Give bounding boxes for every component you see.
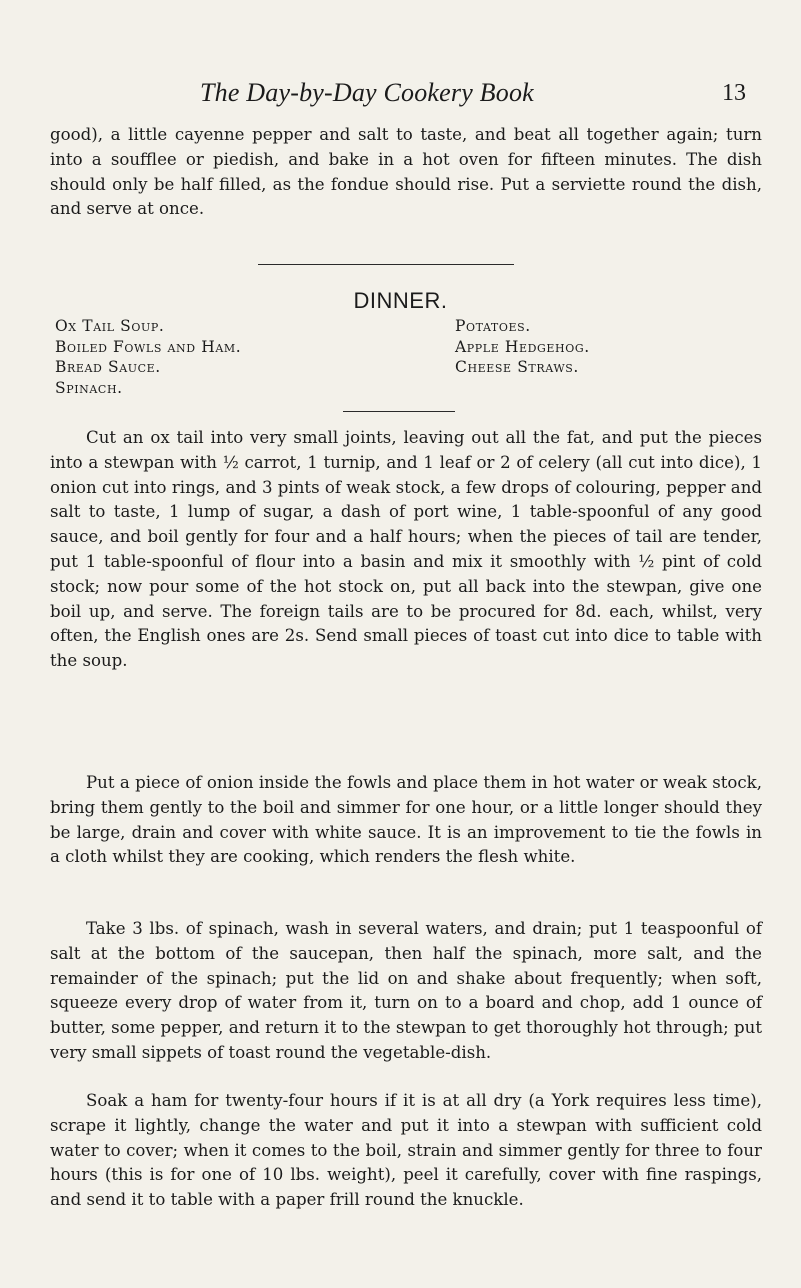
divider-rule <box>258 264 514 265</box>
running-title: The Day-by-Day Cookery Book <box>200 78 534 107</box>
menu-item: Spinach. <box>55 378 123 397</box>
menu-left-column <box>55 316 241 398</box>
menu-item: Cheese Straws. <box>455 358 579 376</box>
menu-item: Ox Tail Soup. <box>55 317 165 335</box>
menu-item: Potatoes. <box>455 317 531 335</box>
paragraph-spinach: Take 3 lbs. of spinach, wash in several waters, and drain; put 1 teaspoonful of salt at the bottom of the saucepan, then half the spinach, more salt, and the remainder of the spinach; put the lid on and shake about frequently; when soft, squeeze every drop of water from it, turn on to a board and chop, add 1 ounce of butter, some pepper, and return it to the stewpan to get thoroughly hot through; put very small sippets of toast round the vegetable-dish. <box>50 919 762 1062</box>
menu-item: Boiled Fowls and Ham. <box>55 337 242 356</box>
menu-item: Apple Hedgehog. <box>455 337 590 356</box>
paragraph-boiled-fowls: Put a piece of onion inside the fowls and place them in hot water or weak stock, bring them gently to the boil and simmer for one hour, or a little longer should they be large, drain and cover with white sauce. It is an improvement to tie the fowls in a cloth whilst they are cooking, which renders the flesh white. <box>50 773 762 867</box>
intro-paragraph: good), a little cayenne pepper and salt to taste, and beat all together again; turn into a soufflee or piedish, and bake in a hot oven for fifteen minutes. The dish should only be half filled, as the fondue should rise. Put a serviette round the dish, and serve at once. <box>50 125 762 219</box>
page-number: 13 <box>722 80 746 106</box>
running-head <box>0 78 801 112</box>
paragraph-ham: Soak a ham for twenty-four hours if it is at all dry (a York requires less time), scrape it lightly, change the water and put it into a stewpan with sufficient cold water to cover; when it comes to the boil, strain and simmer gently for three to four hours (this is for one of 10 lbs. weight), peel it carefully, cover with fine raspings, and send it to table with a paper frill round the knuckle. <box>50 1091 762 1210</box>
menu-right-column <box>455 316 590 378</box>
divider-rule <box>343 411 455 412</box>
section-heading: DINNER. <box>353 288 448 313</box>
menu-item: Bread Sauce. <box>55 358 161 376</box>
paragraph-ox-tail-soup: Cut an ox tail into very small joints, leaving out all the fat, and put the pieces into a stewpan with ½ carrot, 1 turnip, and 1 leaf or 2 of celery (all cut into dice), 1 onion cut into rings, and 3 pints of weak stock, a few drops of colouring, pepper and salt to taste, 1 lump of sugar, a dash of port wine, 1 table-spoonful of any good sauce, and boil gently for four and a half hours; when the pieces of tail are tender, put 1 table-spoonful of flour into a basin and mix it smoothly with ½ pint of cold stock; now pour some of the hot stock on, put all back into the stewpan, give one boil up, and serve. The foreign tails are to be procured for 8d. each, whilst, very often, the English ones are 2s. Send small pieces of toast cut into dice to table with the soup. <box>50 428 762 671</box>
